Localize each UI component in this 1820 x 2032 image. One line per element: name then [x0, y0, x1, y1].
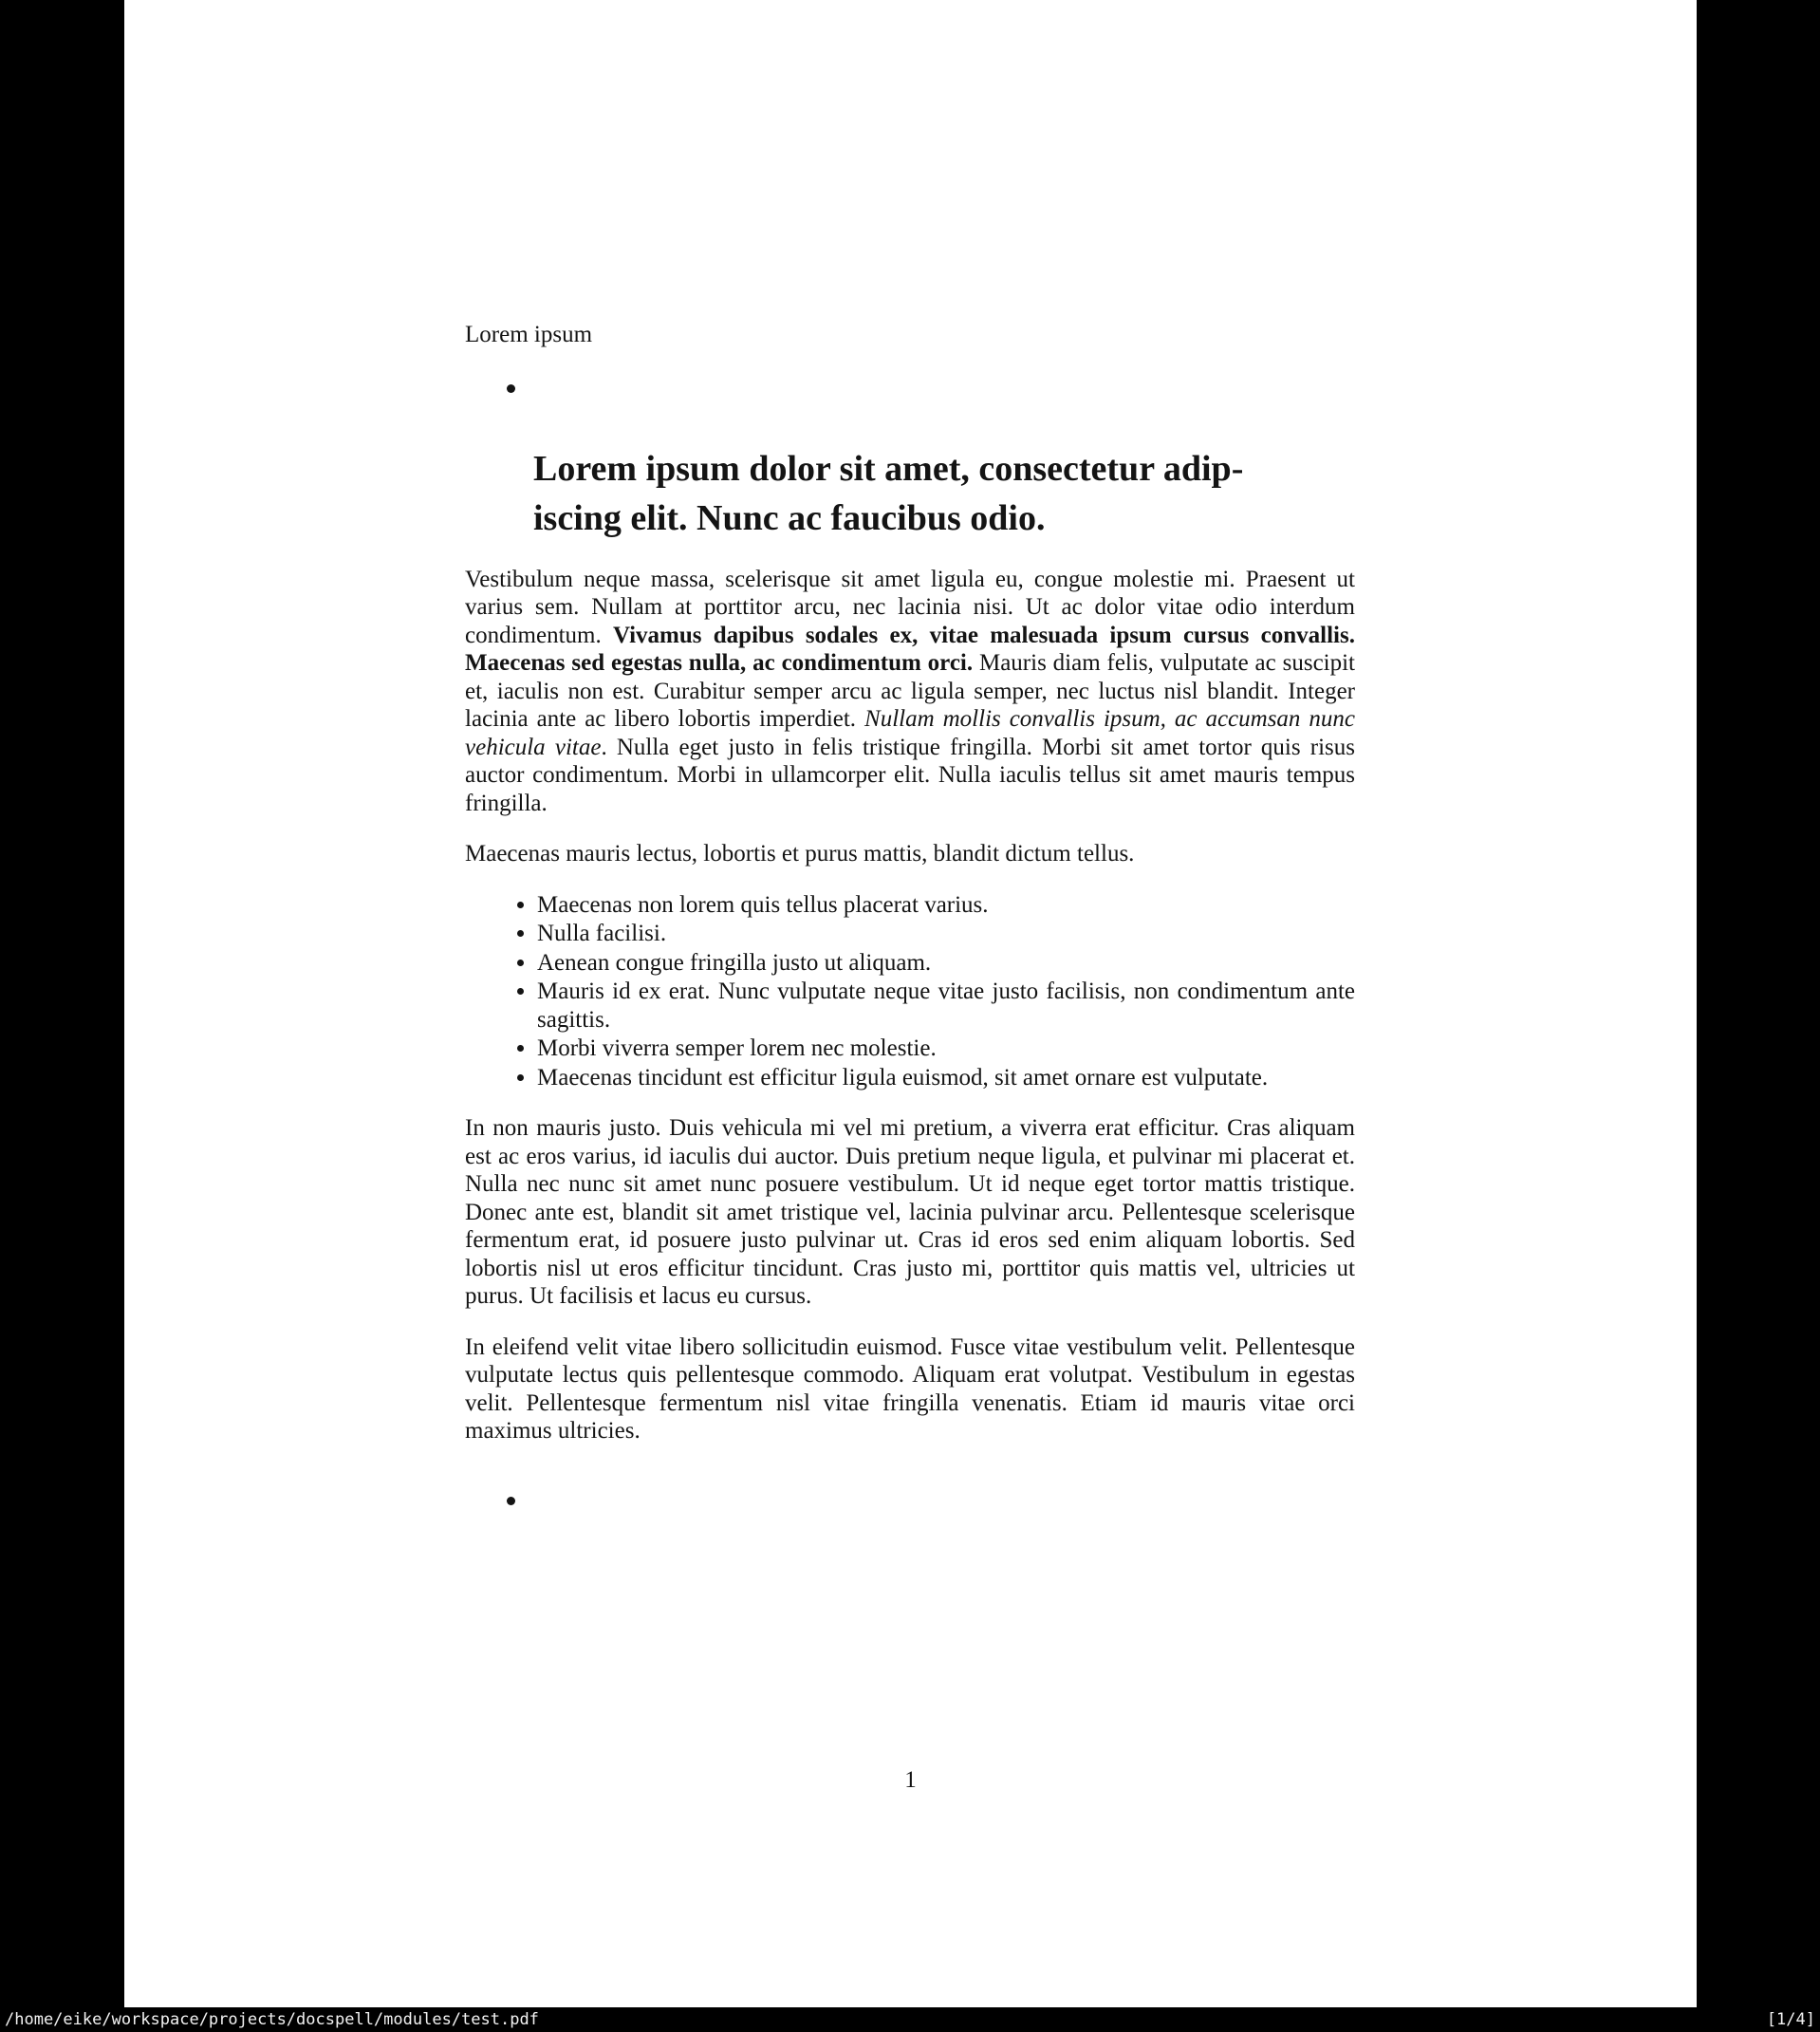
- paragraph-2: Maecenas mauris lectus, lobortis et purus mattis, blandit dictum tellus.: [465, 841, 1135, 867]
- empty-list-item-bottom: [465, 1487, 1355, 1515]
- list-item: • Aenean congue fringilla justo ut aliquam.: [537, 949, 1355, 978]
- page-number: 1: [904, 1767, 917, 1793]
- paragraph-1-italic-run: Nullam mollis convallis ipsum, ac accumsan nunc vehicula vitae: [465, 706, 1355, 760]
- document-title-line1: Lorem ipsum dolor sit amet, consectetur adip-: [533, 448, 1244, 489]
- list-item: • Morbi viverra semper lorem nec molestie.: [537, 1035, 1355, 1063]
- pdf-page-canvas[interactable]: [124, 0, 1697, 2007]
- list-item: • Maecenas non lorem quis tellus placerat varius.: [537, 891, 1355, 920]
- document-content: [465, 0, 1355, 1515]
- list-item: • Nulla facilisi.: [537, 920, 1355, 948]
- document-title: [533, 444, 1355, 543]
- paragraph-1-run1: Vestibulum neque massa, scelerisque sit amet ligula eu, congue molestie mi. Praesent ut varius sem. Nullam at porttitor arcu, nec lacinia nisi. Ut ac dolor vitae odio interdum condimentum.: [465, 566, 1355, 648]
- paragraph-1: [465, 566, 1355, 818]
- list-item: • Maecenas tincidunt est efficitur ligula euismod, sit amet ornare est vulputate.: [537, 1064, 1355, 1092]
- list-item: • Mauris id ex erat. Nunc vulputate neque vitae justo facilisis, non condimentum ante sagittis.: [537, 978, 1355, 1034]
- paragraph-1-run5: . Nulla eget justo in felis tristique fringilla. Morbi sit amet tortor quis risus auctor condimentum. Morbi in ullamcorper elit. Nulla iaculis tellus sit amet mauris tempus fringilla.: [465, 734, 1356, 816]
- paragraph-1-run3: Mauris diam felis, vulputate ac suscipit et, iaculis non est. Curabitur semper arcu ac ligula semper, nec luctus nisl blandit. Integer lacinia ante ac libero lobortis imperdiet.: [465, 650, 1356, 732]
- bullet-list: [465, 891, 1355, 1092]
- document-title-line2: iscing elit. Nunc ac faucibus odio.: [533, 497, 1046, 538]
- statusbar: [0, 2007, 1820, 2032]
- statusbar-file-path: /home/eike/workspace/projects/docspell/modules/test.pdf: [5, 2010, 539, 2029]
- empty-list-item-top: [465, 375, 1355, 402]
- paragraph-1-bold-run: Vivamus dapibus sodales ex, vitae malesuada ipsum cursus convallis. Maecenas sed egestas nulla, ac condimentum orci.: [465, 622, 1355, 676]
- bullet-icon: [507, 384, 515, 393]
- paragraph-4: In eleifend velit vitae libero sollicitudin euismod. Fusce vitae vestibulum velit. Pellentesque vulputate lectus quis pellentesque commodo. Aliquam erat volutpat. Vestibulum in egestas velit. Pellentesque fermentum nisl vitae fringilla venenatis. Etiam id mauris vitae orci maximus ultricies.: [465, 1333, 1355, 1444]
- paragraph-3: In non mauris justo. Duis vehicula mi vel mi pretium, a viverra erat efficitur. Cras aliquam est ac eros varius, id iaculis dui auctor. Duis pretium neque ligula, et pulvinar mi placerat et. Nulla nec nunc sit amet nunc posuere vestibulum. Ut id neque eget tortor mattis tristique. Donec ante est, blandit sit amet tristique vel, lacinia pulvinar arcu. Pellentesque scelerisque fermentum erat, id posuere justo pulvinar ut. Cras id eros sed enim aliquam lobortis. Sed lobortis nisl ut eros efficitur tincidunt. Cras justo mi, porttitor quis mattis vel, ultricies ut purus. Ut facilisis et lacus eu cursus.: [465, 1115, 1355, 1309]
- statusbar-page-indicator: [1/4]: [1766, 2010, 1815, 2029]
- bullet-icon: [507, 1497, 515, 1505]
- intro-label: Lorem ipsum: [465, 322, 593, 347]
